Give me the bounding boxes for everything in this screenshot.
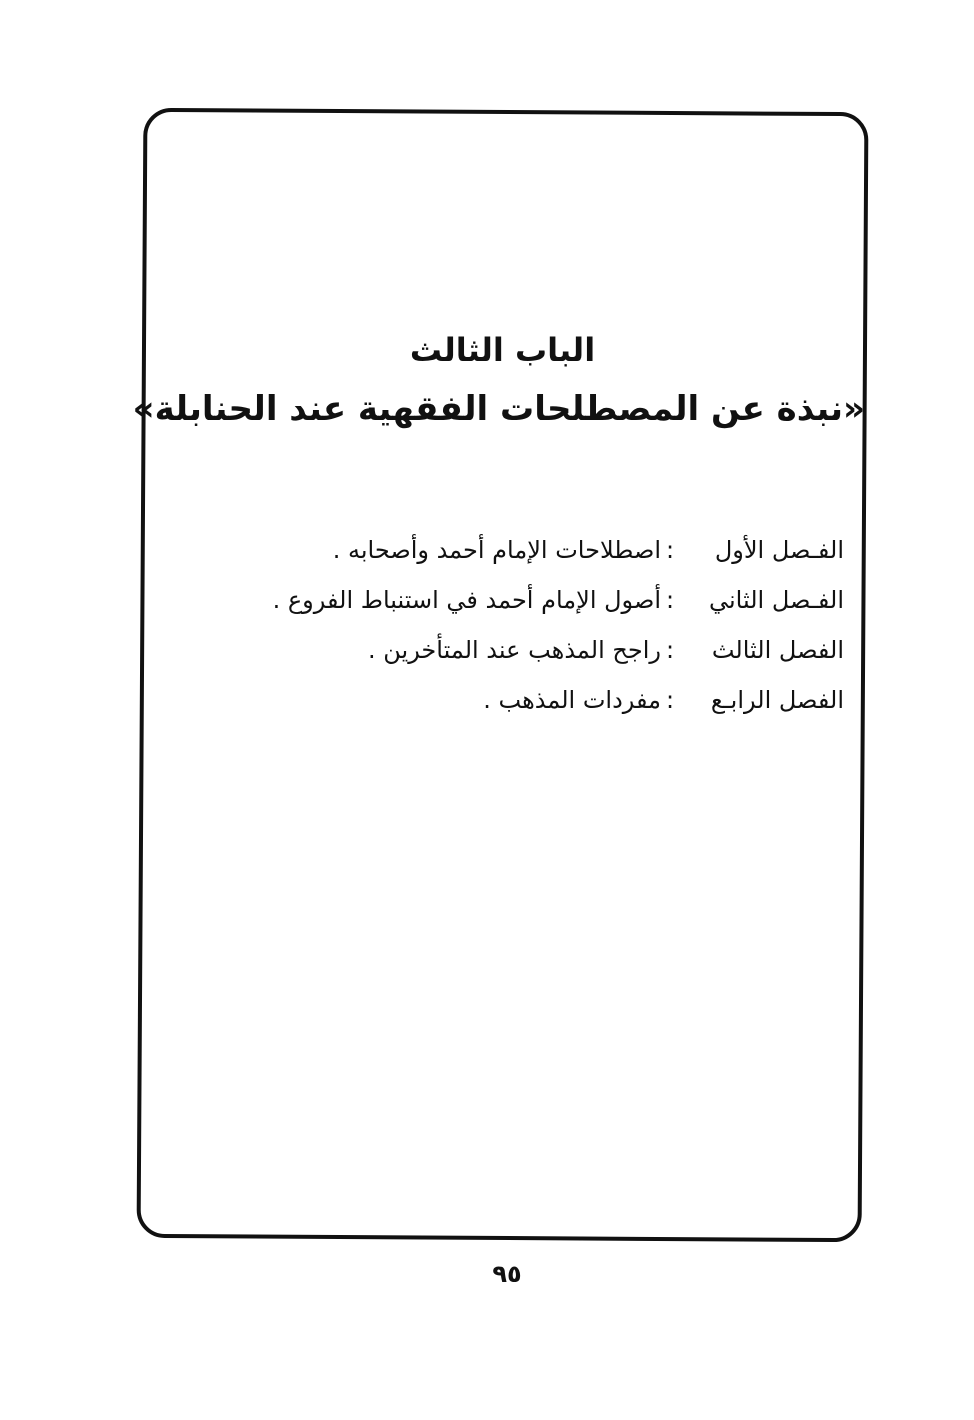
chapter-label: الفصل الرابـع <box>710 686 844 714</box>
chapter-label: الفـصل الأول <box>714 536 844 564</box>
chapter-separator: : <box>665 586 675 614</box>
chapter-separator: : <box>665 636 675 664</box>
part-subtitle: «نبذة عن المصطلحات الفقهية عند الحنابلة» <box>132 389 865 429</box>
chapter-title: اصطلاحات الإمام أحمد وأصحابه . <box>332 536 661 564</box>
chapter-item <box>273 675 844 725</box>
chapter-label: الفصل الثالث <box>711 636 844 664</box>
part-title: الباب الثالث <box>409 331 596 369</box>
chapter-title: أصول الإمام أحمد في استنباط الفروع . <box>272 586 661 614</box>
title-block <box>132 325 865 437</box>
chapter-title: راجح المذهب عند المتأخرين . <box>367 636 661 664</box>
chapter-item <box>273 575 844 625</box>
chapter-item <box>273 525 844 575</box>
chapter-item <box>273 625 844 675</box>
chapter-label: الفـصل الثاني <box>709 586 844 614</box>
chapter-separator: : <box>665 536 675 564</box>
chapter-separator: : <box>665 686 675 714</box>
chapter-title: مفردات المذهب . <box>483 686 661 714</box>
chapter-list <box>273 525 844 725</box>
page-number: ٩٥ <box>492 1260 522 1288</box>
